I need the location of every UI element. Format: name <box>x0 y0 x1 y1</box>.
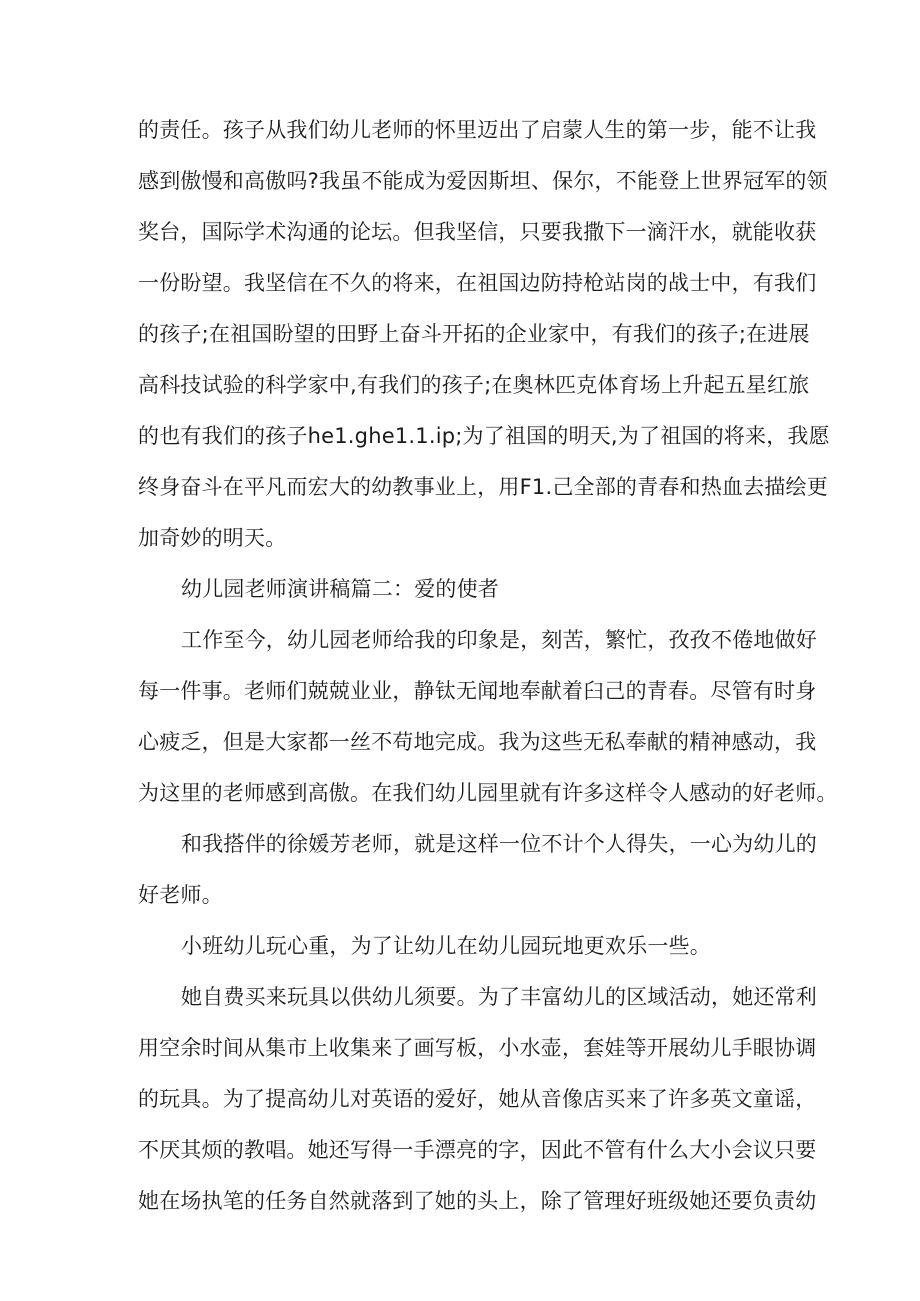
paragraph-2-line-2: 每一件事。老师们兢兢业业，静钛无闻地奉献着臼己的青春。尽管有时身 <box>138 679 817 703</box>
paragraph-5-line-1: 她自费买来玩具以供幼儿须要。为了丰富幼儿的区域活动，她还常利 <box>181 985 817 1009</box>
paragraph-1-line-4: 一份盼望。我坚信在不久的将来，在祖国边防持枪站岗的战士中，有我们 <box>138 271 817 295</box>
paragraph-1-line-6: 高科技试验的科学家中,有我们的孩子;在奥林匹克体育场上升起五星红旅 <box>138 373 810 397</box>
paragraph-1-line-5: 的孩子;在祖国盼望的田野上奋斗开拓的企业家中，有我们的孩子;在进展 <box>138 322 810 346</box>
paragraph-2-line-1: 工作至今，幼儿园老师给我的印象是，刻苦，繁忙，孜孜不倦地做好 <box>181 628 817 652</box>
paragraph-4-line-1: 小班幼儿玩心重，为了让幼儿在幼儿园玩地更欢乐一些。 <box>181 934 711 958</box>
paragraph-5-line-4: 不厌其烦的教唱。她还写得一手漂亮的字，因此不管有什么大小会议只要 <box>138 1138 817 1162</box>
paragraph-1-line-7: 的也有我们的孩子he1.ghe1.1.ip;为了祖国的明天,为了祖国的将来，我愿 <box>138 424 830 448</box>
paragraph-5-line-2: 用空余时间从集市上收集来了画写板，小水壶，套娃等开展幼儿手眼协调 <box>138 1036 817 1060</box>
paragraph-1-line-3: 奖台，国际学术沟通的论坛。但我坚信，只要我撒下一滴汗水，就能收获 <box>138 220 817 244</box>
paragraph-3-line-1: 和我搭伴的徐媛芳老师，就是这样一位不计个人得失，一心为幼儿的 <box>181 832 817 856</box>
paragraph-1-line-8: 终身奋斗在平凡而宏大的幼教事业上，用F1.己全部的青春和热血去描绘更 <box>138 475 828 499</box>
paragraph-2-line-3: 心疲乏，但是大家都一丝不苟地完成。我为这些无私奉献的精神感动，我 <box>138 730 817 754</box>
paragraph-5-line-5: 她在场执笔的任务自然就落到了她的头上，除了管理好班级她还要负责幼 <box>138 1189 817 1213</box>
paragraph-1-line-2: 感到傲慢和高傲吗?我虽不能成为爱因斯坦、保尔，不能登上世界冠军的领 <box>138 169 828 193</box>
paragraph-5-line-3: 的玩具。为了提高幼儿对英语的爱好，她从音像店买来了许多英文童谣， <box>138 1087 817 1111</box>
paragraph-1-line-1: 的责任。孩子从我们幼儿老师的怀里迈出了启蒙人生的第一步，能不让我 <box>138 118 817 142</box>
paragraph-3-line-2: 好老师。 <box>138 883 223 907</box>
paragraph-2-line-4: 为这里的老师感到高傲。在我们幼儿园里就有许多这样令人感动的好老师。 <box>138 781 838 805</box>
section-heading: 幼儿园老师演讲稿篇二：爱的使者 <box>181 577 499 601</box>
paragraph-1-line-9: 加奇妙的明天。 <box>138 526 287 550</box>
